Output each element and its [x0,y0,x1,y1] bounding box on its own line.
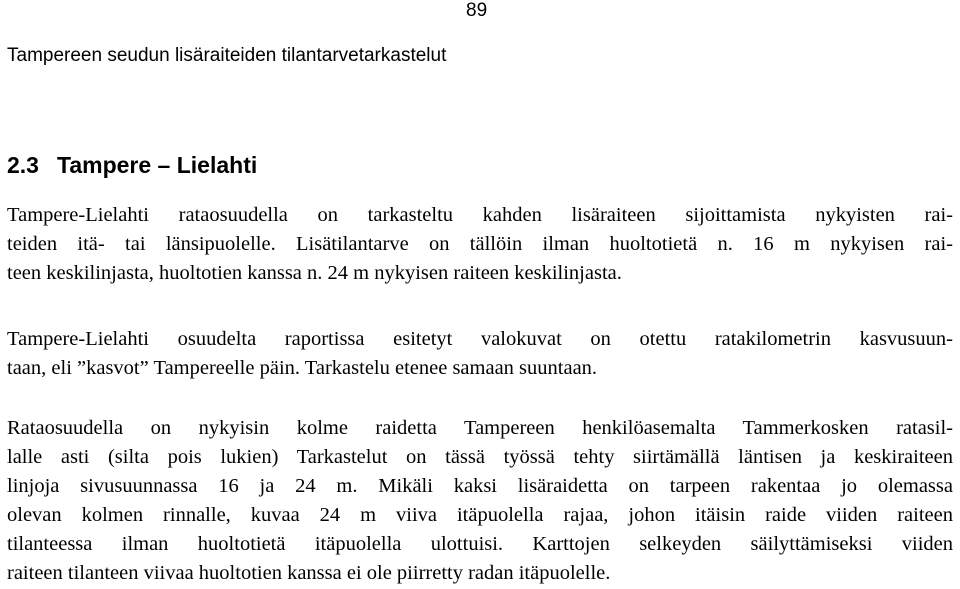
paragraph-line: Rataosuudella on nykyisin kolme raidetta Tampereen henkilöasemalta Tammerkosken ratasil- [7,417,953,439]
paragraph-line: tilanteessa ilman huoltotietä itäpuolella ulottuisi. Karttojen selkeyden säilyttämiseksi viiden [7,533,953,555]
section-heading [7,150,257,180]
paragraph-line: teiden itä- tai länsipuolelle. Lisätilantarve on tällöin ilman huoltotietä n. 16 m nykyisen rai- [7,233,953,255]
paragraph-line: raiteen tilanteen viivaa huoltotien kanssa ei ole piirretty radan itäpuolelle. [7,562,611,584]
section-title: Tampere – Lielahti [57,152,258,178]
paragraph-line: lalle asti (silta pois lukien) Tarkastelut on tässä työssä tehty siirtämällä läntisen ja keskiraiteen [7,446,953,468]
paragraph-line: Tampere-Lielahti osuudelta raportissa esitetyt valokuvat on otettu ratakilometrin kasvusuun- [7,328,953,350]
paragraph-line: olevan kolmen rinnalle, kuvaa 24 m viiva itäpuolella rajaa, johon itäisin raide viiden raiteen [7,504,953,526]
paragraph [7,325,953,383]
paragraph [7,414,953,588]
paragraph-line: teen keskilinjasta, huoltotien kanssa n. 24 m nykyisen raiteen keskilinjasta. [7,262,622,284]
paragraph [7,201,953,288]
section-number: 2.3 [7,152,39,178]
running-header: Tampereen seudun lisäraiteiden tilantarvetarkastelut [7,45,447,66]
paragraph-line: linjoja sivusuunnassa 16 ja 24 m. Mikäli kaksi lisäraidetta on tarpeen rakentaa jo olemassa [7,475,953,497]
paragraph-line: Tampere-Lielahti rataosuudella on tarkasteltu kahden lisäraiteen sijoittamista nykyisten rai- [7,204,953,226]
paragraph-line: taan, eli ”kasvot” Tampereelle päin. Tarkastelu etenee samaan suuntaan. [7,357,598,379]
page-number: 89 [466,0,488,21]
